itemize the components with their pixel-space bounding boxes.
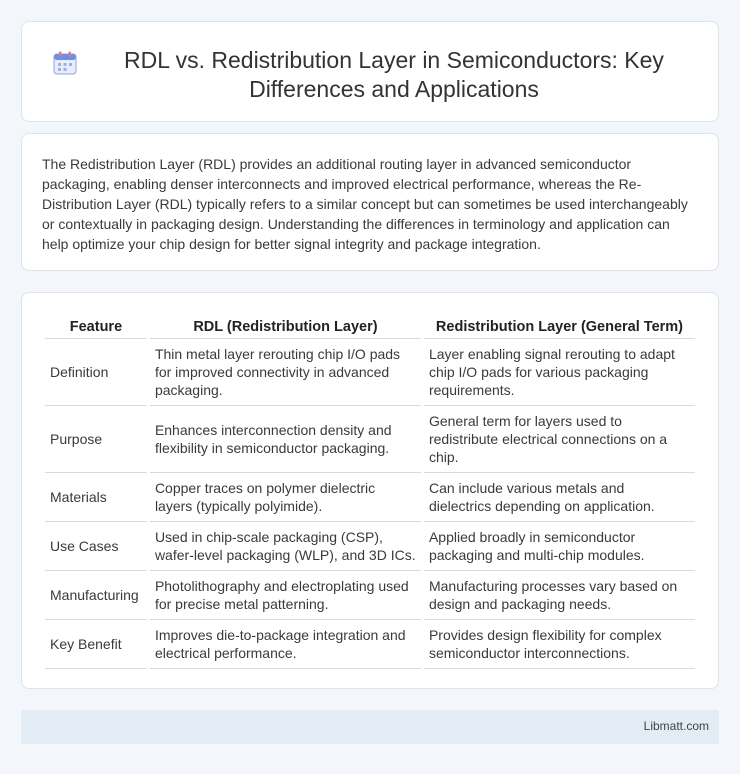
table-header-row	[45, 317, 695, 339]
header-feature: Feature	[45, 317, 147, 339]
row-rdl-value: Thin metal layer rerouting chip I/O pads for improved connectivity in advanced packaging.	[150, 339, 421, 406]
calendar-icon	[52, 50, 78, 76]
row-feature: Materials	[45, 473, 147, 522]
table-row	[45, 571, 695, 620]
intro-card	[21, 133, 719, 271]
row-feature: Definition	[45, 339, 147, 406]
comparison-table	[42, 317, 698, 669]
row-feature: Key Benefit	[45, 620, 147, 669]
row-general-value: Layer enabling signal rerouting to adapt chip I/O pads for various packaging requirements.	[424, 339, 695, 406]
row-feature: Purpose	[45, 406, 147, 473]
title-row	[22, 22, 718, 104]
table-row	[45, 473, 695, 522]
row-rdl-value: Improves die-to-package integration and electrical performance.	[150, 620, 421, 669]
row-rdl-value: Enhances interconnection density and flexibility in semiconductor packaging.	[150, 406, 421, 473]
row-feature: Use Cases	[45, 522, 147, 571]
table-card	[21, 292, 719, 689]
table-row	[45, 339, 695, 406]
footer-bar	[21, 710, 719, 744]
row-general-value: Can include various metals and dielectrics depending on application.	[424, 473, 695, 522]
table-row	[45, 522, 695, 571]
row-general-value: General term for layers used to redistribute electrical connections on a chip.	[424, 406, 695, 473]
page-title: RDL vs. Redistribution Layer in Semiconductors: Key Differences and Applications	[124, 47, 664, 102]
table-row	[45, 620, 695, 669]
row-rdl-value: Photolithography and electroplating used for precise metal patterning.	[150, 571, 421, 620]
title-card	[21, 21, 719, 122]
intro-paragraph: The Redistribution Layer (RDL) provides an additional routing layer in advanced semiconductor packaging, enabling denser interconnects and improved electrical performance, whereas the Re-Distribution Layer (RDL) typically refers to a similar concept but can sometimes be used interchangeably or contextually in packaging design. Understanding the differences in terminology and application can help optimize your chip design for better signal integrity and package integration.	[42, 156, 688, 252]
row-general-value: Applied broadly in semiconductor packaging and multi-chip modules.	[424, 522, 695, 571]
header-general-term: Redistribution Layer (General Term)	[424, 317, 695, 339]
row-rdl-value: Copper traces on polymer dielectric layers (typically polyimide).	[150, 473, 421, 522]
row-feature: Manufacturing	[45, 571, 147, 620]
header-rdl: RDL (Redistribution Layer)	[150, 317, 421, 339]
footer-site-name: Libmatt.com	[643, 719, 709, 733]
row-rdl-value: Used in chip-scale packaging (CSP), wafer-level packaging (WLP), and 3D ICs.	[150, 522, 421, 571]
row-general-value: Manufacturing processes vary based on design and packaging needs.	[424, 571, 695, 620]
row-general-value: Provides design flexibility for complex semiconductor interconnections.	[424, 620, 695, 669]
table-row	[45, 406, 695, 473]
